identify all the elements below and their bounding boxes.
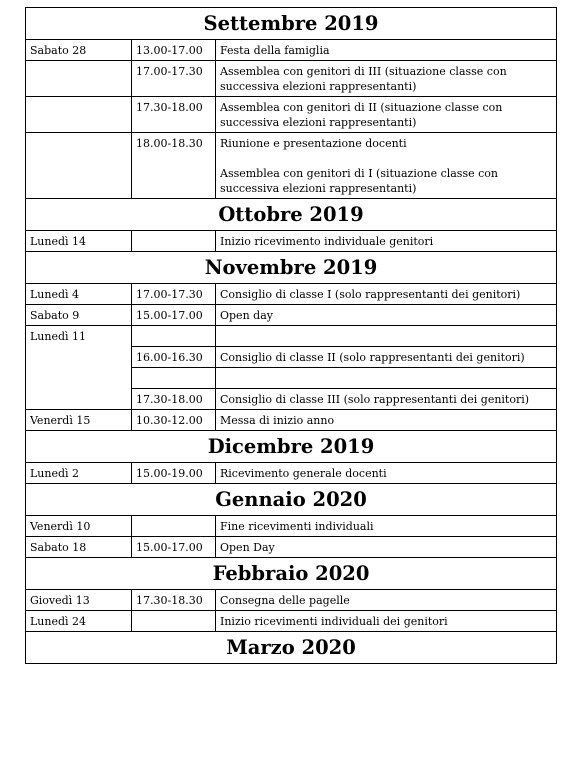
- time-cell: 17.30-18.00: [132, 389, 216, 410]
- event-cell: Inizio ricevimenti individuali dei genitori: [216, 611, 557, 632]
- month-header-row: [26, 484, 557, 516]
- table-row: [26, 284, 557, 305]
- month-title: Gennaio 2020: [26, 484, 557, 516]
- table-row: [26, 537, 557, 558]
- table-row: [26, 231, 557, 252]
- event-cell: Consiglio di classe III (solo rappresentanti dei genitori): [216, 389, 557, 410]
- table-row: [26, 590, 557, 611]
- event-cell: Festa della famiglia: [216, 40, 557, 61]
- time-cell: 10.30-12.00: [132, 410, 216, 431]
- month-title: Febbraio 2020: [26, 558, 557, 590]
- table-row: [26, 305, 557, 326]
- time-cell: 13.00-17.00: [132, 40, 216, 61]
- time-cell: [132, 611, 216, 632]
- event-cell: Assemblea con genitori di II (situazione classe con successiva elezioni rappresentanti): [216, 97, 557, 133]
- event-cell: [216, 326, 557, 347]
- event-cell: Open day: [216, 305, 557, 326]
- month-title: Marzo 2020: [26, 632, 557, 664]
- month-header-row: [26, 199, 557, 231]
- calendar-document: [25, 7, 556, 664]
- event-cell: Open Day: [216, 537, 557, 558]
- day-cell: [26, 61, 132, 97]
- month-title: Settembre 2019: [26, 8, 557, 40]
- month-header-row: [26, 8, 557, 40]
- time-cell: 17.00-17.30: [132, 61, 216, 97]
- time-cell: 17.30-18.00: [132, 97, 216, 133]
- event-text: Riunione e presentazione docenti: [220, 137, 407, 150]
- table-row: [26, 61, 557, 97]
- month-header-row: [26, 431, 557, 463]
- event-cell: [216, 133, 557, 199]
- month-title: Ottobre 2019: [26, 199, 557, 231]
- table-row: [26, 133, 557, 199]
- table-row: [26, 463, 557, 484]
- time-cell: [132, 231, 216, 252]
- table-row: [26, 611, 557, 632]
- table-row: [26, 326, 557, 347]
- day-cell: Venerdì 15: [26, 410, 132, 431]
- event-cell: Inizio ricevimento individuale genitori: [216, 231, 557, 252]
- time-cell: 16.00-16.30: [132, 347, 216, 368]
- table-row: [26, 40, 557, 61]
- time-cell: [132, 326, 216, 347]
- month-header-row: [26, 558, 557, 590]
- month-header-row: [26, 252, 557, 284]
- day-cell: Sabato 18: [26, 537, 132, 558]
- time-cell: [132, 368, 216, 389]
- day-cell: Lunedì 11: [26, 326, 132, 410]
- time-cell: 15.00-17.00: [132, 305, 216, 326]
- month-title: Novembre 2019: [26, 252, 557, 284]
- calendar-table: [25, 7, 557, 664]
- event-cell: [216, 368, 557, 389]
- event-cell: Consegna delle pagelle: [216, 590, 557, 611]
- event-cell: Messa di inizio anno: [216, 410, 557, 431]
- day-cell: Lunedì 4: [26, 284, 132, 305]
- month-title: Dicembre 2019: [26, 431, 557, 463]
- time-cell: 17.30-18.30: [132, 590, 216, 611]
- event-cell: Fine ricevimenti individuali: [216, 516, 557, 537]
- table-row: [26, 97, 557, 133]
- time-cell: 18.00-18.30: [132, 133, 216, 199]
- time-cell: 15.00-17.00: [132, 537, 216, 558]
- day-cell: [26, 133, 132, 199]
- event-cell: Consiglio di classe II (solo rappresentanti dei genitori): [216, 347, 557, 368]
- table-row: [26, 410, 557, 431]
- time-cell: 17.00-17.30: [132, 284, 216, 305]
- time-cell: [132, 516, 216, 537]
- day-cell: Lunedì 24: [26, 611, 132, 632]
- event-text: Assemblea con genitori di I (situazione classe con successiva elezioni rappresentanti): [220, 167, 498, 195]
- day-cell: Lunedì 14: [26, 231, 132, 252]
- time-cell: 15.00-19.00: [132, 463, 216, 484]
- day-cell: [26, 97, 132, 133]
- day-cell: Giovedì 13: [26, 590, 132, 611]
- table-row: [26, 516, 557, 537]
- event-cell: Ricevimento generale docenti: [216, 463, 557, 484]
- day-cell: Venerdì 10: [26, 516, 132, 537]
- event-cell: Assemblea con genitori di III (situazione classe con successiva elezioni rappresentanti): [216, 61, 557, 97]
- event-cell: Consiglio di classe I (solo rappresentanti dei genitori): [216, 284, 557, 305]
- month-header-row: [26, 632, 557, 664]
- day-cell: Sabato 28: [26, 40, 132, 61]
- day-cell: Sabato 9: [26, 305, 132, 326]
- day-cell: Lunedì 2: [26, 463, 132, 484]
